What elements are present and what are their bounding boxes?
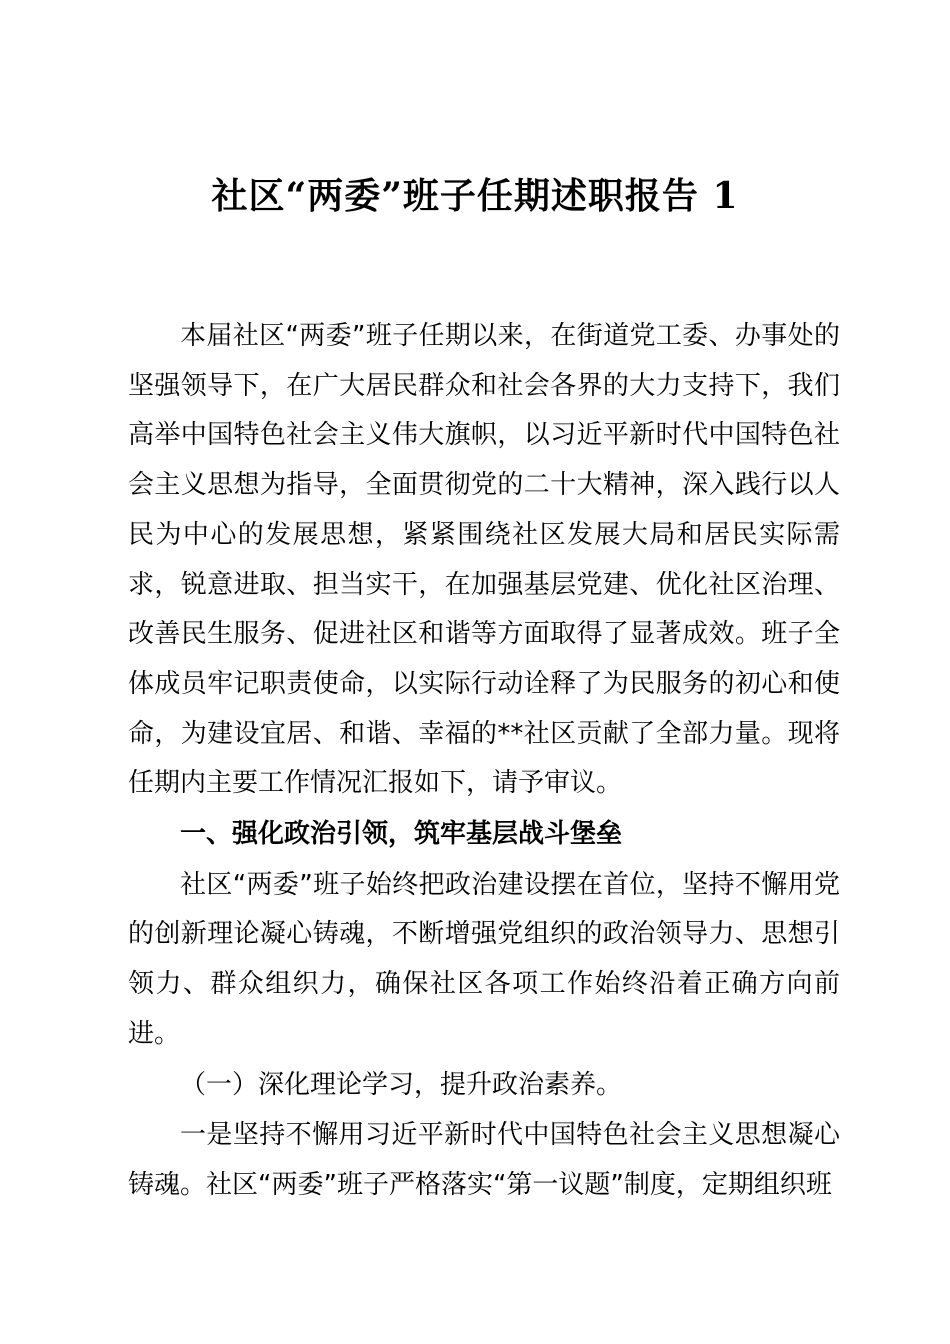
- section-1-paragraph: 社区“两委”班子始终把政治建设摆在首位，坚持不懈用党的创新理论凝心铸魂，不断增强党组织的政治领导力、思想引领力、群众组织力，确保社区各项工作始终沿着正确方向前进。: [128, 869, 840, 1049]
- intro-paragraph: 本届社区“两委”班子任期以来，在街道党工委、办事处的坚强领导下，在广大居民群众和社会各界的大力支持下，我们高举中国特色社会主义伟大旗帜，以习近平新时代中国特色社会主义思想为指导，全面贯彻党的二十大精神，深入践行以人民为中心的发展思想，紧紧围绕社区发展大局和居民实际需求，锐意进取、担当实干，在加强基层党建、优化社区治理、改善民生服务、促进社区和谐等方面取得了显著成效。班子全体成员牢记职责使命，以实际行动诠释了为民服务的初心和使命，为建设宜居、和谐、幸福的**社区贡献了全部力量。现将任期内主要工作情况汇报如下，请予审议。: [128, 321, 840, 799]
- document-body: [128, 312, 840, 1211]
- subsection-heading-1: （一）深化理论学习，提升政治素养。: [180, 1069, 623, 1100]
- section-heading-1: 一、强化政治引领，筑牢基层战斗堡垒: [180, 819, 623, 850]
- point-1-paragraph: 一是坚持不懈用习近平新时代中国特色社会主义思想凝心铸魂。社区“两委”班子严格落实“第一议题”制度，定期组织班: [128, 1120, 840, 1200]
- document-title: 社区“两委”班子任期述职报告 1: [211, 175, 739, 217]
